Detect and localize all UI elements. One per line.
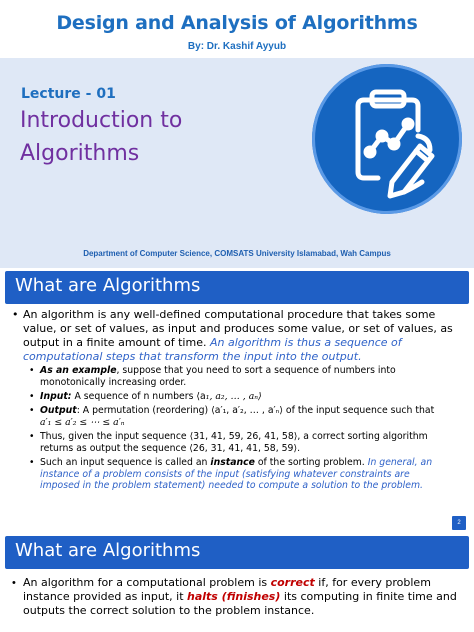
text-span: : A permutation (reordering) ⟨a′₁, a′₂, … , a′ₙ⟩ of the input sequence such that <box>76 405 435 416</box>
lecture-title <box>20 104 260 170</box>
slide-what-are-algorithms-1 <box>0 268 474 532</box>
text-span: output in a finite amount of time. <box>23 336 210 349</box>
slide-body <box>0 268 474 532</box>
text-line <box>40 457 470 469</box>
text-line: Thus, given the input sequence ⟨31, 41, 59, 26, 41, 58⟩, a correct sorting algorithm <box>40 431 428 442</box>
text-span: Such an input sequence is called an <box>40 457 211 468</box>
emphasis-text: As an example <box>40 365 117 376</box>
slide-heading: What are Algorithms <box>15 275 201 296</box>
slide-heading-banner <box>5 536 469 569</box>
math-text: a′₁ ≤ a′₂ ≤ ⋯ ≤ a′ₙ <box>40 416 125 428</box>
sub-bullet-input <box>40 391 470 403</box>
bullet-dot: • <box>12 577 16 589</box>
highlight-text: computational steps that transform the input into the output. <box>23 350 362 363</box>
text-span: , suppose that you need to sort a sequence of numbers into <box>116 365 396 376</box>
text-line <box>40 405 470 417</box>
bullet-definition <box>23 308 471 364</box>
sub-bullet-dot: • <box>29 391 35 402</box>
sub-bullet-dot: • <box>29 405 35 416</box>
sub-bullet-dot: • <box>29 431 35 442</box>
sub-bullet-example <box>40 365 470 388</box>
title-slide <box>0 0 474 268</box>
text-line <box>40 365 470 377</box>
clipboard-chart-pencil-icon <box>312 64 462 214</box>
sub-bullet-instance <box>40 457 470 492</box>
text-line: value, or set of values, as input and produces some value, or set of values, as <box>23 322 453 335</box>
lecture-title-line2: Algorithms <box>20 141 140 166</box>
text-line <box>23 590 471 604</box>
text-line <box>23 336 471 350</box>
text-span: instance provided as input, it <box>23 590 188 603</box>
course-title: Design and Analysis of Algorithms <box>56 12 418 34</box>
sub-bullet-dot: • <box>29 457 35 468</box>
text-span: if, for every problem <box>314 576 431 589</box>
bullet-dot: • <box>12 308 19 321</box>
text-line: monotonically increasing order. <box>40 376 187 388</box>
text-span: its computing in finite time and <box>280 590 457 603</box>
text-span: An algorithm for a computational problem is <box>23 576 271 589</box>
text-line: An algorithm is any well-defined computational procedure that takes some <box>23 308 436 321</box>
text-line: returns as output the sequence ⟨26, 31, 41, 41, 58, 59⟩. <box>40 442 301 454</box>
highlight-text: In general, an <box>367 457 433 468</box>
highlight-text: imposed in the problem statement) needed to compute a solution to the problem. <box>40 480 423 491</box>
highlight-text: An algorithm is thus a sequence of <box>209 336 402 349</box>
text-span: A sequence of n numbers ⟨a <box>71 391 206 402</box>
emphasis-text: instance <box>210 457 255 468</box>
emphasis-text: halts (finishes) <box>187 590 281 603</box>
bullet-correctness <box>23 576 471 618</box>
sub-bullet-dot: • <box>29 365 35 376</box>
icon-circle <box>312 64 462 214</box>
emphasis-text: Output <box>40 405 77 416</box>
highlight-text: instance of a problem consists of the input (satisfying whatever constraints are <box>40 468 410 480</box>
math-text: ₁, a₂, … , aₙ⟩ <box>205 391 262 402</box>
page-number-badge: 2 <box>452 516 466 530</box>
sub-bullet-sequence <box>40 431 470 454</box>
department-line: Department of Computer Science, COMSATS University Islamabad, Wah Campus <box>83 249 391 258</box>
lecture-number: Lecture - 01 <box>21 86 116 102</box>
emphasis-text: correct <box>270 576 315 589</box>
author-line: By: Dr. Kashif Ayyub <box>187 41 287 52</box>
text-line: outputs the correct solution to the problem instance. <box>23 604 315 617</box>
slide-what-are-algorithms-2 <box>0 532 474 632</box>
lecture-title-line1: Introduction to <box>20 108 183 133</box>
slide-heading: What are Algorithms <box>15 540 201 561</box>
sub-bullet-output <box>40 405 470 428</box>
emphasis-text: Input: <box>40 391 72 402</box>
text-span: of the sorting problem. <box>254 457 368 468</box>
text-line <box>23 576 471 590</box>
